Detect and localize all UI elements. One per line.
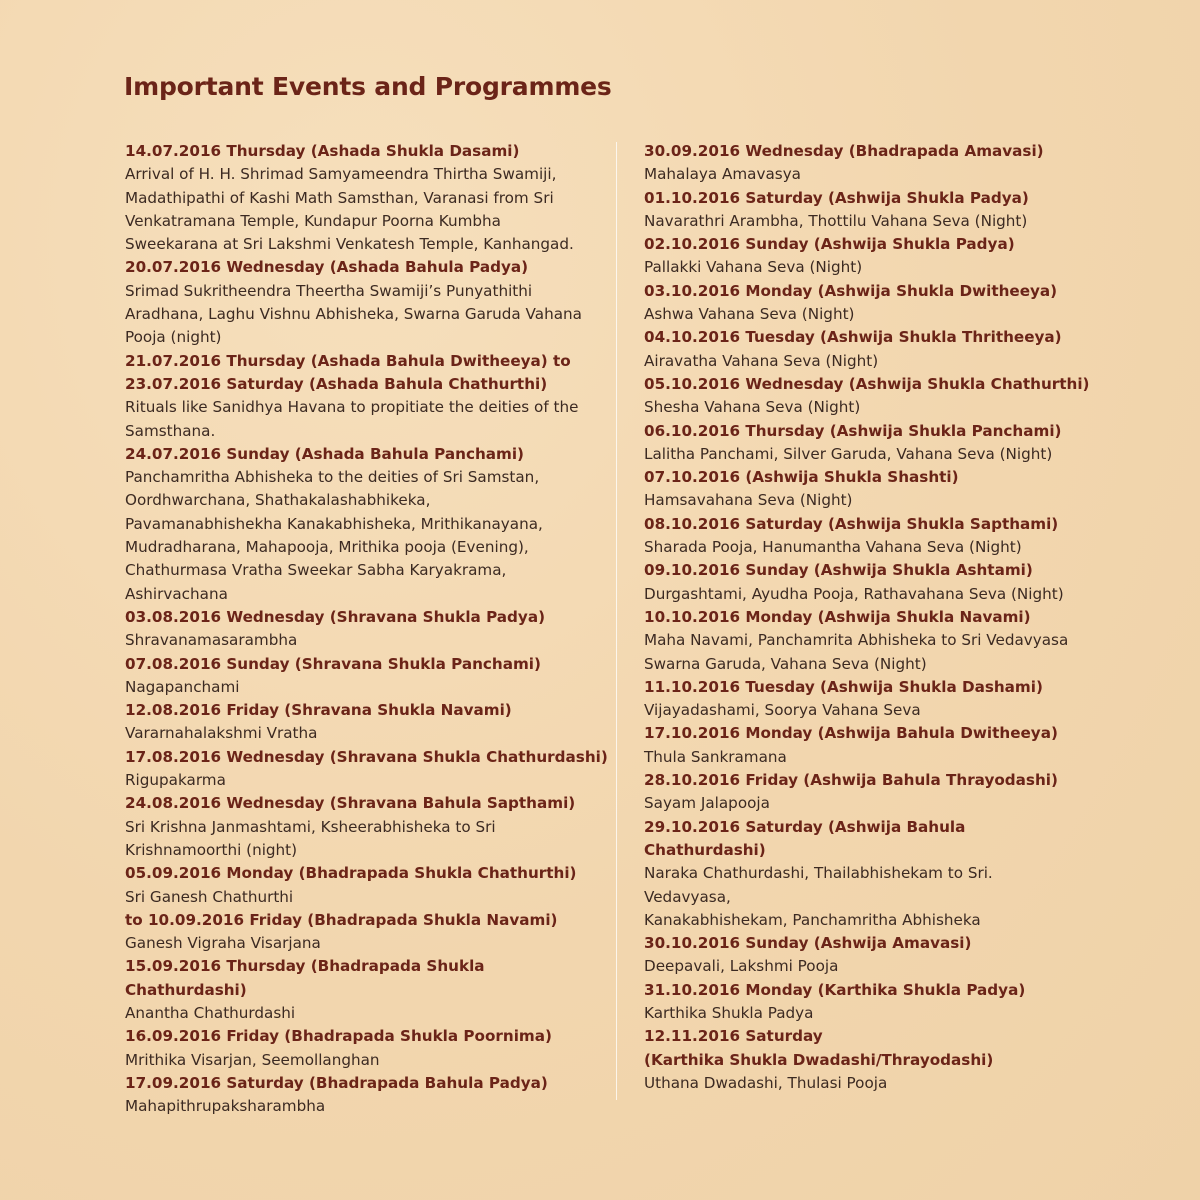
event-item	[644, 769, 1094, 816]
event-item	[125, 746, 610, 793]
event-description: Srimad Sukritheendra Theertha Swamiji’s Punyathithi Aradhana, Laghu Vishnu Abhisheka, Swarna Garuda Vahana Pooja (night)	[125, 281, 582, 347]
event-date-heading: 24.07.2016 Sunday (Ashada Bahula Panchami)	[125, 444, 524, 463]
event-description: Navarathri Arambha, Thottilu Vahana Seva (Night)	[644, 211, 1028, 230]
event-description: Rituals like Sanidhya Havana to propitiate the deities of the Samsthana.	[125, 398, 579, 440]
event-date-heading: 12.08.2016 Friday (Shravana Shukla Navami)	[125, 701, 512, 720]
event-description: Vijayadashami, Soorya Vahana Seva	[644, 701, 921, 720]
event-item	[644, 187, 1094, 234]
event-description: Lalitha Panchami, Silver Garuda, Vahana Seva (Night)	[644, 444, 1053, 463]
event-item	[125, 862, 610, 909]
event-description: Ashwa Vahana Seva (Night)	[644, 305, 855, 324]
event-date-heading: 05.09.2016 Monday (Bhadrapada Shukla Chathurthi)	[125, 864, 577, 883]
event-description: Sharada Pooja, Hanumantha Vahana Seva (Night)	[644, 538, 1022, 557]
event-description: Rigupakarma	[125, 771, 226, 790]
event-description: Sri Ganesh Chathurthi	[125, 887, 294, 906]
event-date-heading: 07.10.2016 (Ashwija Shukla Shashti)	[644, 468, 959, 487]
event-description: Durgashtami, Ayudha Pooja, Rathavahana Seva (Night)	[644, 584, 1064, 603]
event-description: Deepavali, Lakshmi Pooja	[644, 957, 839, 976]
event-item	[125, 955, 610, 1025]
event-item	[125, 606, 610, 653]
event-date-heading: to 10.09.2016 Friday (Bhadrapada Shukla Navami)	[125, 910, 558, 929]
event-description: Ganesh Vigraha Visarjana	[125, 934, 321, 953]
event-date-heading: 07.08.2016 Sunday (Shravana Shukla Panchami)	[125, 654, 541, 673]
event-date-heading: 24.08.2016 Wednesday (Shravana Bahula Sapthami)	[125, 794, 576, 813]
page-title: Important Events and Programmes	[124, 72, 612, 101]
event-date-heading: 28.10.2016 Friday (Ashwija Bahula Thrayodashi)	[644, 771, 1058, 790]
event-date-heading: 31.10.2016 Monday (Karthika Shukla Padya)	[644, 980, 1026, 999]
event-date-heading: 09.10.2016 Sunday (Ashwija Shukla Ashtami)	[644, 561, 1033, 580]
event-date-heading: 20.07.2016 Wednesday (Ashada Bahula Padya)	[125, 258, 529, 277]
event-item	[125, 256, 610, 349]
event-item	[644, 979, 1094, 1026]
event-item	[644, 280, 1094, 327]
event-item	[644, 466, 1094, 513]
event-item	[644, 326, 1094, 373]
event-description: Sri Krishna Janmashtami, Ksheerabhisheka to Sri Krishnamoorthi (night)	[125, 817, 496, 859]
event-date-heading: 30.10.2016 Sunday (Ashwija Amavasi)	[644, 934, 972, 953]
event-description: Panchamritha Abhisheka to the deities of Sri Samstan, Oordhwarchana, Shathakalashabhikeka, Pavamanabhishekha Kanakabhisheka, Mrithikanayana, Mudradharana, Mahapooja, Mrithika pooja (Evening), Chathurmasa Vratha Sweekar Sabha Karyakrama, Ashirvachana	[125, 468, 543, 603]
event-date-heading: 08.10.2016 Saturday (Ashwija Shukla Sapthami)	[644, 514, 1059, 533]
event-description: Pallakki Vahana Seva (Night)	[644, 258, 863, 277]
event-date-heading: 17.09.2016 Saturday (Bhadrapada Bahula Padya)	[125, 1073, 548, 1092]
event-date-heading: 03.10.2016 Monday (Ashwija Shukla Dwitheeya)	[644, 281, 1058, 300]
event-date-heading: 03.08.2016 Wednesday (Shravana Shukla Padya)	[125, 607, 546, 626]
event-item	[644, 606, 1094, 676]
event-description: Anantha Chathurdashi	[125, 1003, 296, 1022]
event-date-heading: 01.10.2016 Saturday (Ashwija Shukla Padya)	[644, 188, 1029, 207]
left-column-events	[125, 140, 610, 1118]
event-item	[644, 816, 1094, 932]
event-date-heading: 10.10.2016 Monday (Ashwija Shukla Navami)	[644, 607, 1031, 626]
event-item	[125, 1025, 610, 1072]
event-description: Nagapanchami	[125, 677, 240, 696]
event-description: Mahapithrupaksharambha	[125, 1097, 326, 1116]
event-item	[125, 350, 610, 443]
event-item	[644, 233, 1094, 280]
event-date-heading: 02.10.2016 Sunday (Ashwija Shukla Padya)	[644, 235, 1015, 254]
event-date-heading: 17.10.2016 Monday (Ashwija Bahula Dwitheeya)	[644, 724, 1058, 743]
event-description: Airavatha Vahana Seva (Night)	[644, 351, 879, 370]
event-description: Uthana Dwadashi, Thulasi Pooja	[644, 1073, 888, 1092]
event-description: Thula Sankramana	[644, 747, 787, 766]
event-description: Shravanamasarambha	[125, 631, 298, 650]
event-item	[125, 699, 610, 746]
event-date-heading: 06.10.2016 Thursday (Ashwija Shukla Panchami)	[644, 421, 1062, 440]
event-date-heading: 16.09.2016 Friday (Bhadrapada Shukla Poornima)	[125, 1027, 552, 1046]
right-column-events	[644, 140, 1094, 1095]
event-date-heading: 14.07.2016 Thursday (Ashada Shukla Dasami)	[125, 142, 520, 160]
event-description: Mrithika Visarjan, Seemollanghan	[125, 1050, 380, 1069]
event-description: Hamsavahana Seva (Night)	[644, 491, 853, 510]
event-item	[125, 909, 610, 956]
event-item	[644, 513, 1094, 560]
event-item	[125, 653, 610, 700]
event-item	[125, 140, 610, 256]
event-date-heading: 11.10.2016 Tuesday (Ashwija Shukla Dashami)	[644, 677, 1043, 696]
event-description: Shesha Vahana Seva (Night)	[644, 398, 861, 417]
event-date-heading: 12.11.2016 Saturday (Karthika Shukla Dwadashi/Thrayodashi)	[644, 1027, 994, 1069]
event-description: Arrival of H. H. Shrimad Samyameendra Thirtha Swamiji, Madathipathi of Kashi Math Samsthan, Varanasi from Sri Venkatramana Temple, Kundapur Poorna Kumbha Sweekarana at Sri Lakshmi Venkatesh Temple, Kanhangad.	[125, 165, 574, 254]
event-item	[644, 676, 1094, 723]
event-date-heading: 29.10.2016 Saturday (Ashwija Bahula Chathurdashi)	[644, 817, 966, 859]
event-description: Maha Navami, Panchamrita Abhisheka to Sri Vedavyasa Swarna Garuda, Vahana Seva (Night)	[644, 631, 1069, 673]
event-item	[644, 559, 1094, 606]
event-item	[644, 932, 1094, 979]
event-date-heading: 30.09.2016 Wednesday (Bhadrapada Amavasi)	[644, 142, 1044, 160]
event-date-heading: 17.08.2016 Wednesday (Shravana Shukla Chathurdashi)	[125, 747, 608, 766]
event-item	[644, 420, 1094, 467]
event-description: Sayam Jalapooja	[644, 794, 770, 813]
event-item	[644, 722, 1094, 769]
event-item	[644, 1025, 1094, 1095]
event-date-heading: 15.09.2016 Thursday (Bhadrapada Shukla Chathurdashi)	[125, 957, 485, 999]
event-description: Naraka Chathurdashi, Thailabhishekam to Sri. Vedavyasa, Kanakabhishekam, Panchamritha Abhisheka	[644, 864, 993, 929]
event-date-heading: 05.10.2016 Wednesday (Ashwija Shukla Chathurthi)	[644, 374, 1090, 393]
event-description: Vararnahalakshmi Vratha	[125, 724, 318, 743]
event-item	[125, 1072, 610, 1119]
event-date-heading: 21.07.2016 Thursday (Ashada Bahula Dwitheeya) to 23.07.2016 Saturday (Ashada Bahula Chathurthi)	[125, 351, 571, 393]
event-description: Mahalaya Amavasya	[644, 165, 801, 184]
event-date-heading: 04.10.2016 Tuesday (Ashwija Shukla Thritheeya)	[644, 328, 1062, 347]
event-description: Karthika Shukla Padya	[644, 1003, 814, 1022]
event-item	[644, 373, 1094, 420]
event-item	[644, 140, 1094, 187]
event-item	[125, 792, 610, 862]
event-item	[125, 443, 610, 606]
column-divider	[616, 142, 617, 1100]
